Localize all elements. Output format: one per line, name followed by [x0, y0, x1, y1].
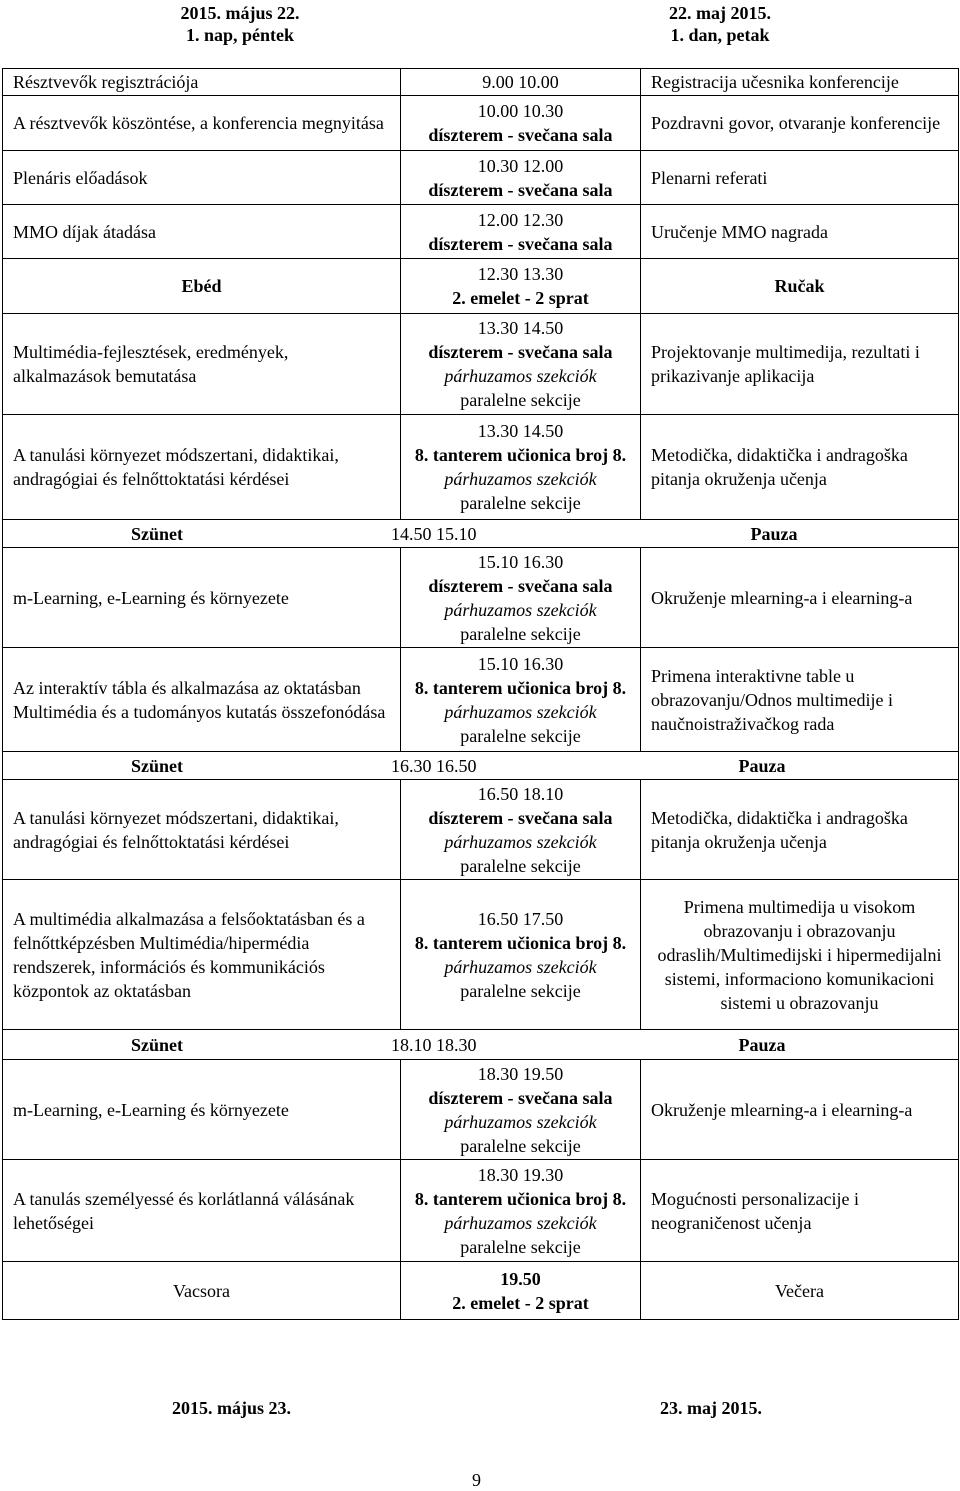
- event-hu: A résztvevők köszöntése, a konferencia megnyitása: [3, 96, 401, 151]
- time-room-cell: [401, 205, 641, 259]
- break-row: [3, 1030, 959, 1060]
- table-row: [3, 1060, 959, 1160]
- event-sr: Pozdravni govor, otvaranje konferencije: [641, 96, 959, 151]
- header-hu-day: 1. nap, péntek: [185, 25, 295, 45]
- time-room-cell: [401, 1060, 641, 1160]
- parallel-sections-hu: párhuzamos szekciók: [444, 701, 597, 722]
- room: díszterem - svečana sala: [428, 807, 613, 828]
- event-sr: Večera: [641, 1262, 959, 1320]
- time-slot: 13.30 14.50: [477, 421, 564, 441]
- event-hu: A tanulási környezet módszertani, didaktikai, andragógiai és felnőttoktatási kérdései: [3, 415, 401, 520]
- table-row: [3, 1262, 959, 1320]
- schedule-table: [2, 68, 959, 1320]
- event-sr: Registracija učesnika konferencije: [641, 69, 959, 96]
- parallel-sections-sr: paralelne sekcije: [460, 980, 581, 1001]
- event-hu: m-Learning, e-Learning és környezete: [3, 1060, 401, 1160]
- break-time: 16.30 16.50: [391, 755, 477, 776]
- time-slot: 15.10 16.30: [477, 653, 564, 674]
- table-row: [3, 415, 959, 520]
- break-time: 14.50 15.10: [391, 523, 477, 544]
- break-sr: Pauza: [738, 1034, 786, 1055]
- break-time: 18.10 18.30: [391, 1034, 477, 1055]
- time-room-cell: [401, 1160, 641, 1262]
- event-sr: Mogućnosti personalizacije i neograničenost učenja: [641, 1160, 959, 1262]
- event-hu: m-Learning, e-Learning és környezete: [3, 548, 401, 648]
- table-row: [3, 1160, 959, 1262]
- room: 2. emelet - 2 sprat: [452, 288, 589, 308]
- table-row: [3, 205, 959, 259]
- header-sr-date: 22. maj 2015.: [669, 3, 771, 23]
- parallel-sections-hu: párhuzamos szekciók: [444, 1111, 597, 1132]
- parallel-sections-sr: paralelne sekcije: [460, 1236, 581, 1257]
- header-serbian: [620, 2, 820, 46]
- event-sr: Metodička, didaktička i andragoška pitanja okruženja učenja: [641, 415, 959, 520]
- parallel-sections-hu: párhuzamos szekciók: [444, 956, 597, 977]
- table-row: [3, 314, 959, 415]
- event-sr: Metodička, didaktička i andragoška pitanja okruženja učenja: [641, 780, 959, 880]
- break-hu: Szünet: [131, 523, 184, 544]
- table-row: [3, 548, 959, 648]
- break-row: [3, 520, 959, 548]
- table-row: [3, 259, 959, 314]
- event-hu: A multimédia alkalmazása a felsőoktatásban és a felnőttképzésben Multimédia/hipermédia rendszerek, információs és kommunikációs központok az oktatásban: [3, 880, 401, 1030]
- table-row: [3, 648, 959, 752]
- room: díszterem - svečana sala: [428, 233, 613, 254]
- parallel-sections-hu: párhuzamos szekciók: [444, 1212, 597, 1233]
- time-room-cell: [401, 259, 641, 314]
- parallel-sections-sr: paralelne sekcije: [460, 725, 581, 746]
- room: díszterem - svečana sala: [428, 1087, 613, 1108]
- time-room-cell: [401, 1262, 641, 1320]
- room: díszterem - svečana sala: [428, 125, 613, 145]
- time-slot: 16.50 18.10: [477, 783, 564, 804]
- time-slot: 15.10 16.30: [477, 551, 564, 572]
- parallel-sections-sr: paralelne sekcije: [460, 1135, 581, 1156]
- break-sr: Pauza: [738, 755, 786, 776]
- event-sr: Okruženje mlearning-a i elearning-a: [641, 548, 959, 648]
- parallel-sections-hu: párhuzamos szekciók: [444, 831, 597, 852]
- event-hu: Ebéd: [3, 259, 401, 314]
- break-row: [3, 752, 959, 780]
- footer-hu-date: 2015. május 23.: [172, 1398, 292, 1418]
- break-sr: Pauza: [750, 523, 798, 544]
- time-room-cell: [401, 415, 641, 520]
- time-slot: 12.00 12.30: [477, 209, 564, 230]
- time-room-cell: [401, 548, 641, 648]
- time-room-cell: [401, 780, 641, 880]
- parallel-sections-hu: párhuzamos szekciók: [444, 599, 597, 620]
- time-slot: 9.00 10.00: [401, 69, 641, 96]
- event-sr: Uručenje MMO nagrada: [641, 205, 959, 259]
- parallel-sections-sr: paralelne sekcije: [460, 493, 581, 513]
- table-row: [3, 96, 959, 151]
- time-slot: 10.00 10.30: [477, 101, 564, 121]
- time-slot: 10.30 12.00: [477, 155, 564, 176]
- parallel-sections-hu: párhuzamos szekciók: [444, 366, 597, 386]
- room: 8. tanterem učionica broj 8.: [414, 445, 627, 465]
- time-room-cell: [401, 151, 641, 205]
- event-sr: Primena interaktivne table u obrazovanju/Odnos multimedije i naučnoistraživačkog rada: [641, 648, 959, 752]
- event-hu: A tanulás személyessé és korlátlanná válásának lehetőségei: [3, 1160, 401, 1262]
- header-sr-day: 1. dan, petak: [670, 25, 770, 45]
- room: 2. emelet - 2 sprat: [452, 1292, 589, 1313]
- event-hu: MMO díjak átadása: [3, 205, 401, 259]
- event-hu: Az interaktív tábla és alkalmazása az oktatásban Multimédia és a tudományos kutatás összefonódása: [3, 648, 401, 752]
- event-sr: Primena multimedija u visokom obrazovanju i obrazovanju odraslih/Multimedijski i hipermedijalni sistemi, informaciono komunikacioni sistemi u obrazovanju: [641, 880, 959, 1030]
- page-number: 9: [472, 1470, 481, 1490]
- parallel-sections-sr: paralelne sekcije: [460, 623, 581, 644]
- time-slot: 19.50: [500, 1268, 541, 1289]
- footer-sr-date: 23. maj 2015.: [660, 1398, 762, 1418]
- event-hu: Plenáris előadások: [3, 151, 401, 205]
- room: díszterem - svečana sala: [428, 179, 613, 200]
- event-hu: A tanulási környezet módszertani, didaktikai, andragógiai és felnőttoktatási kérdései: [3, 780, 401, 880]
- time-room-cell: [401, 314, 641, 415]
- room: 8. tanterem učionica broj 8.: [414, 1188, 627, 1209]
- table-row: [3, 69, 959, 96]
- parallel-sections-hu: párhuzamos szekciók: [444, 469, 597, 489]
- time-room-cell: [401, 880, 641, 1030]
- parallel-sections-sr: paralelne sekcije: [460, 390, 581, 410]
- event-hu: Résztvevők regisztrációja: [3, 69, 401, 96]
- time-slot: 18.30 19.50: [477, 1063, 564, 1084]
- room: 8. tanterem učionica broj 8.: [414, 932, 627, 953]
- event-hu: Vacsora: [3, 1262, 401, 1320]
- event-sr: Ručak: [641, 259, 959, 314]
- room: díszterem - svečana sala: [428, 342, 613, 362]
- table-row: [3, 780, 959, 880]
- event-sr: Plenarni referati: [641, 151, 959, 205]
- table-row: [3, 151, 959, 205]
- time-room-cell: [401, 96, 641, 151]
- break-hu: Szünet: [131, 755, 184, 776]
- parallel-sections-sr: paralelne sekcije: [460, 855, 581, 876]
- time-room-cell: [401, 648, 641, 752]
- room: díszterem - svečana sala: [428, 575, 613, 596]
- event-sr: Okruženje mlearning-a i elearning-a: [641, 1060, 959, 1160]
- room: 8. tanterem učionica broj 8.: [414, 677, 627, 698]
- time-slot: 16.50 17.50: [477, 908, 564, 929]
- event-sr: Projektovanje multimedija, rezultati i prikazivanje aplikacija: [641, 314, 959, 415]
- header-hungarian: [160, 2, 320, 46]
- time-slot: 18.30 19.30: [477, 1164, 564, 1185]
- time-slot: 13.30 14.50: [477, 318, 564, 338]
- time-slot: 12.30 13.30: [477, 264, 564, 284]
- table-row: [3, 880, 959, 1030]
- break-hu: Szünet: [131, 1034, 184, 1055]
- header-hu-date: 2015. május 22.: [180, 3, 300, 23]
- event-hu: Multimédia-fejlesztések, eredmények, alkalmazások bemutatása: [3, 314, 401, 415]
